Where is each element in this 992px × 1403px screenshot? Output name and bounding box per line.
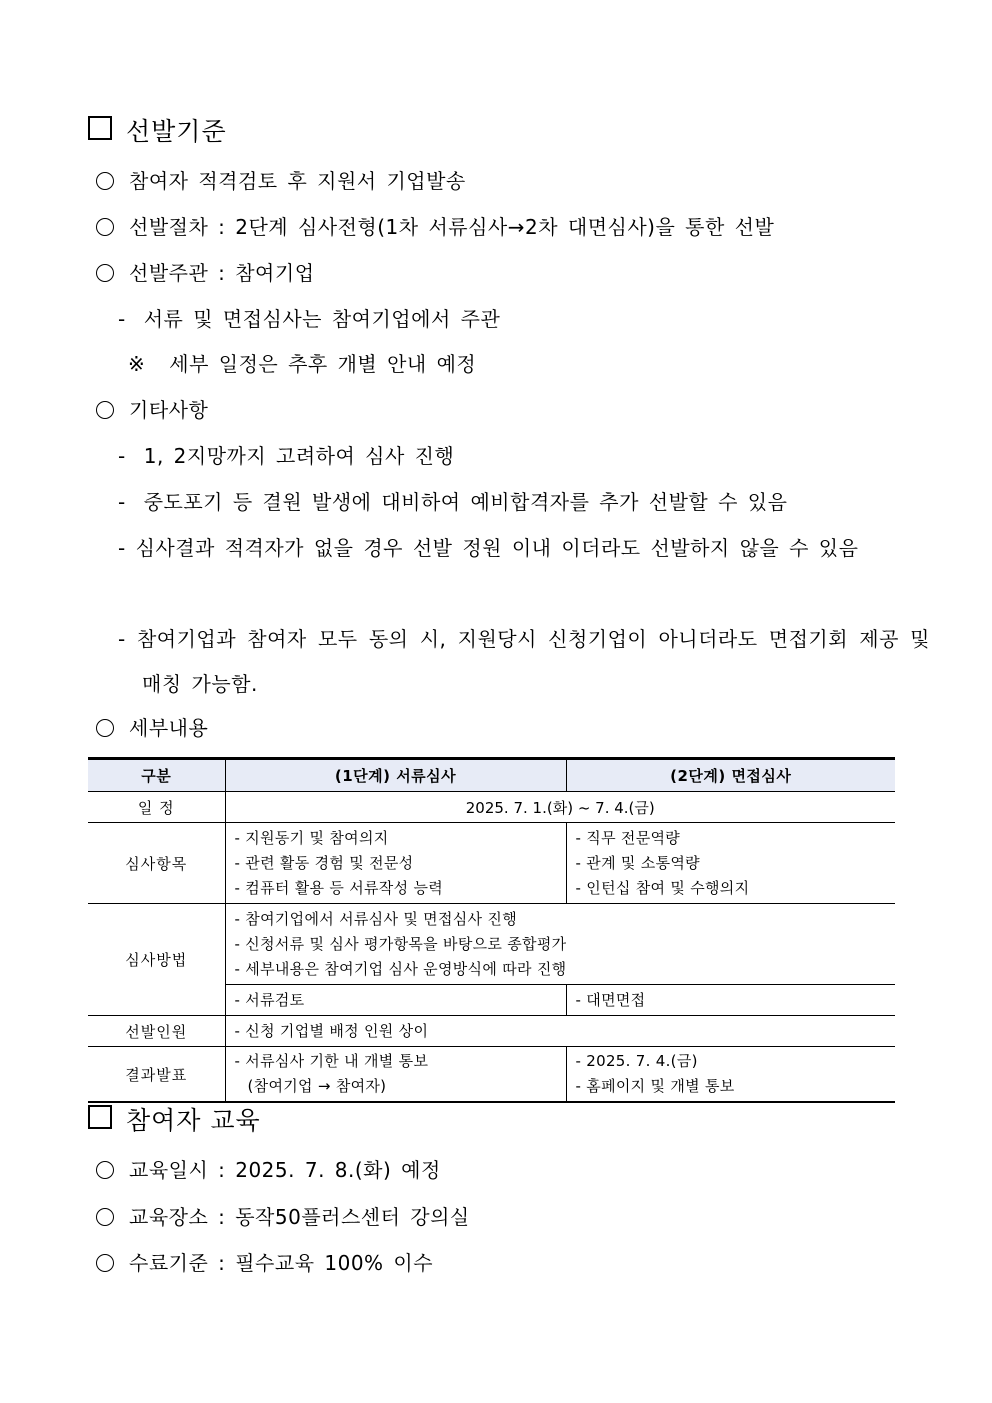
schedule-value: 2025. 7. 1.(화) ~ 7. 4.(금) xyxy=(225,792,895,823)
square-bullet-icon xyxy=(88,1105,112,1129)
dash-text: 중도포기 등 결원 발생에 대비하여 예비합격자를 추가 선발할 수 있음 xyxy=(143,490,788,514)
cell-line: (참여기업 → 참여자) xyxy=(247,1077,387,1095)
circle-bullet-icon xyxy=(96,264,114,282)
bullet-item xyxy=(96,1248,433,1278)
circle-bullet-icon xyxy=(96,172,114,190)
bullet-item xyxy=(96,212,774,242)
cell-line: - 세부내용은 참여기업 심사 운영방식에 따라 진행 xyxy=(234,959,567,978)
table-row-announcement xyxy=(88,1047,895,1103)
circle-bullet-icon xyxy=(96,719,114,737)
row-label: 일 정 xyxy=(88,792,225,823)
section-title-text: 참여자 교육 xyxy=(126,1106,261,1135)
dash-item-wrapping xyxy=(118,526,930,571)
bullet-item xyxy=(96,395,208,425)
bullet-item xyxy=(96,1155,441,1185)
dash-item xyxy=(118,304,500,334)
bullet-text: 선발주관 : 참여기업 xyxy=(129,261,315,285)
circle-bullet-icon xyxy=(96,401,114,419)
cell-line: - 관계 및 소통역량 xyxy=(575,853,700,872)
row-label: 심사항목 xyxy=(88,823,225,904)
header-cell-stage2: (2단계) 면접심사 xyxy=(566,759,895,792)
dash-marker: - xyxy=(118,307,126,331)
cell-line: - 관련 활동 경험 및 전문성 xyxy=(234,853,414,872)
section-title-text: 선발기준 xyxy=(126,117,227,146)
announcement-stage1-cell xyxy=(225,1047,566,1103)
cell-line: - 참여기업에서 서류심사 및 면접심사 진행 xyxy=(234,909,517,928)
bullet-text: 세부내용 xyxy=(129,716,209,740)
dash-item xyxy=(118,487,787,517)
header-cell-category: 구분 xyxy=(88,759,225,792)
row-label: 선발인원 xyxy=(88,1016,225,1047)
cell-line: - 지원동기 및 참여의지 xyxy=(234,828,389,847)
bullet-text: 수료기준 : 필수교육 100% 이수 xyxy=(129,1251,434,1275)
table-header-row xyxy=(88,759,895,792)
row-label: 결과발표 xyxy=(88,1047,225,1103)
circle-bullet-icon xyxy=(96,1161,114,1179)
method-shared-cell xyxy=(225,904,895,985)
dash-text: 1, 2지망까지 고려하여 심사 진행 xyxy=(143,444,455,468)
bullet-text: 교육일시 : 2025. 7. 8.(화) 예정 xyxy=(129,1158,441,1182)
cell-line: - 신청 기업별 배정 인원 상이 xyxy=(234,1021,429,1040)
dash-text: 서류 및 면접심사는 참여기업에서 주관 xyxy=(143,307,501,331)
table-row-headcount xyxy=(88,1016,895,1047)
row-label: 심사방법 xyxy=(88,904,225,1016)
table-row-schedule xyxy=(88,792,895,823)
note-text: 세부 일정은 추후 개별 안내 예정 xyxy=(169,352,477,376)
bullet-text: 기타사항 xyxy=(129,398,209,422)
cell-line: - 직무 전문역량 xyxy=(575,828,681,847)
section-selection-title xyxy=(88,112,227,148)
circle-bullet-icon xyxy=(96,218,114,236)
dash-marker: - xyxy=(118,490,126,514)
bullet-text: 참여자 적격검토 후 지원서 기업발송 xyxy=(129,169,466,193)
bullet-text: 교육장소 : 동작50플러스센터 강의실 xyxy=(129,1205,470,1229)
dash-item-wrapping xyxy=(118,617,930,707)
bullet-item xyxy=(96,166,466,196)
table-row-method xyxy=(88,904,895,985)
square-bullet-icon xyxy=(88,116,112,140)
cell-line: - 대면면접 xyxy=(575,990,646,1009)
circle-bullet-icon xyxy=(96,1208,114,1226)
circle-bullet-icon xyxy=(96,1254,114,1272)
announcement-stage2-cell xyxy=(566,1047,895,1103)
selection-detail-table xyxy=(88,757,895,1103)
cell-line: - 서류심사 기한 내 개별 통보 xyxy=(234,1052,429,1070)
cell-line: - 홈페이지 및 개별 통보 xyxy=(575,1077,735,1095)
method-stage1-cell xyxy=(225,985,566,1016)
cell-line: - 2025. 7. 4.(금) xyxy=(575,1052,698,1070)
cell-line: - 서류검토 xyxy=(234,990,305,1009)
cell-line: - 컴퓨터 활용 등 서류작성 능력 xyxy=(234,878,444,897)
cell-line: - 신청서류 및 심사 평가항목을 바탕으로 종합평가 xyxy=(234,934,567,953)
criteria-stage1-cell xyxy=(225,823,566,904)
note-item xyxy=(128,349,476,379)
bullet-text: 선발절차 : 2단계 심사전형(1차 서류심사→2차 대면심사)을 통한 선발 xyxy=(129,215,775,239)
method-stage2-cell xyxy=(566,985,895,1016)
dash-item xyxy=(118,441,454,471)
dash-text: - 심사결과 적격자가 없을 경우 선발 정원 이내 이더라도 선발하지 않을 수 있음 xyxy=(118,536,859,560)
bullet-item xyxy=(96,1202,470,1232)
dash-text: - 참여기업과 참여자 모두 동의 시, 지원당시 신청기업이 아니더라도 면접기회 제공 및 매칭 가능함. xyxy=(118,627,930,696)
table-row-criteria xyxy=(88,823,895,904)
bullet-item xyxy=(96,713,208,743)
section-education-title xyxy=(88,1101,261,1137)
dash-marker: - xyxy=(118,444,126,468)
header-cell-stage1: (1단계) 서류심사 xyxy=(225,759,566,792)
headcount-value-cell xyxy=(225,1016,895,1047)
reference-mark: ※ xyxy=(128,352,146,376)
bullet-item xyxy=(96,258,315,288)
cell-line: - 인턴십 참여 및 수행의지 xyxy=(575,878,750,897)
criteria-stage2-cell xyxy=(566,823,895,904)
